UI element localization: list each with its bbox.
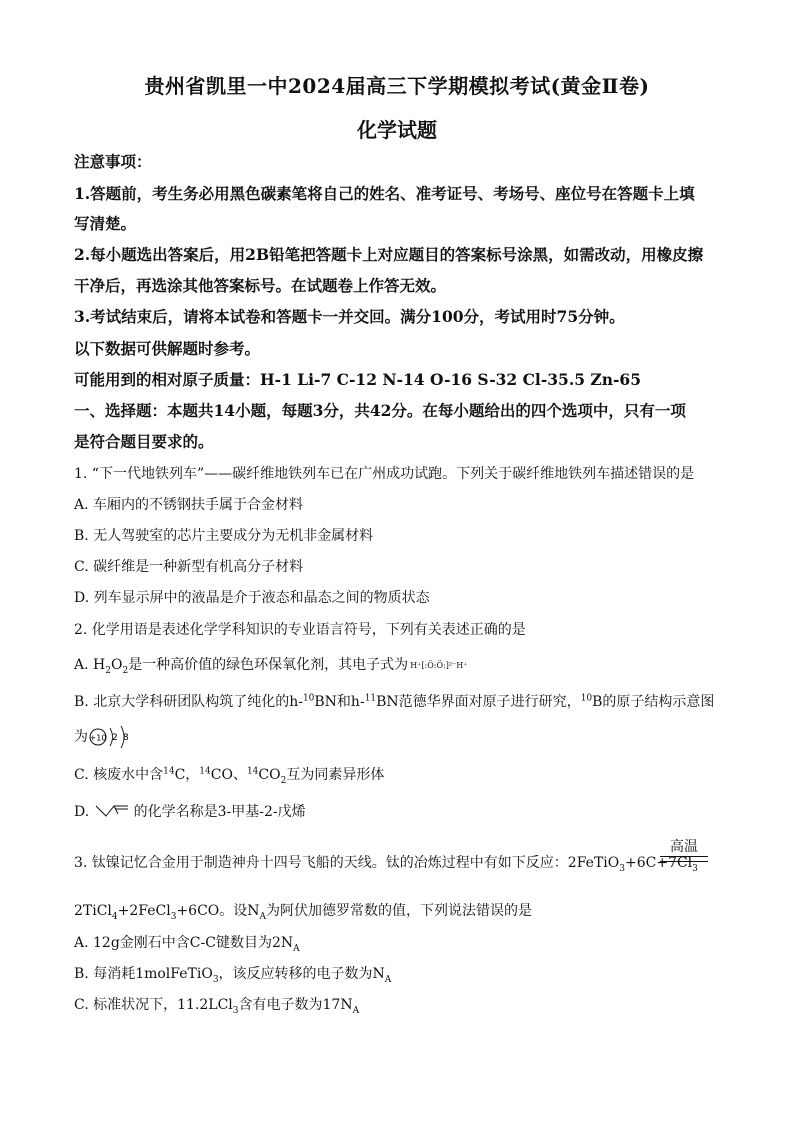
note-1-line-2: 写清楚。 [74,214,137,233]
q2-option-c: C. 核废水中含$^{14}$C，$^{14}$CO、$^{14}CO_2$互为同素异形体 [74,766,385,786]
q3-stem: 3. 钛镍记忆合金用于制造神舟十四号飞船的天线。钛的冶炼过程中有如下反应：$2FeTiO_3+6C+7Cl_3$ [74,855,698,874]
page-subtitle: 化学试题 [357,118,437,142]
skeletal-formula [94,800,130,824]
q2-option-d: D. 的化学名称是3-甲基-2-戊烯 [74,800,734,824]
section-1-line-2: 是符合题目要求的。 [74,432,214,451]
atomic-masses: 可能用到的相对原子质量：H-1 Li-7 C-12 N-14 O-16 S-32 Cl-35.5 Zn-65 [74,370,641,389]
q3-option-b: B. 每消耗1molFeTiO$_3$，该反应转移的电子数为$N_A$ [74,966,392,985]
notes-heading: 注意事项： [74,152,152,171]
reaction-equals-sign [660,856,708,862]
q2-option-b-line-2: 为 +10 2 8 [74,722,734,752]
note-2-line-2: 干净后，再选涂其他答案标号。在试题卷上作答无效。 [74,276,447,295]
shell-1-electrons: 2 [112,733,118,743]
nucleus-charge: +10 [89,733,107,743]
note-2-line-1: 2.每小题选出答案后，用2B铅笔把答题卡上对应题目的答案标号涂黑，如需改动，用橡皮擦 [74,245,704,264]
section-1-line-1: 一、选择题：本题共14小题，每题3分，共42分。在每小题给出的四个选项中，只有一项 [74,401,686,420]
note-1-line-1: 1.答题前，考生务必用黑色碳素笔将自己的姓名、准考证号、考场号、座位号在答题卡上填 [74,184,695,203]
q1-option-c: C. 碳纤维是一种新型有机高分子材料 [74,559,304,575]
atomic-structure-diagram [88,722,132,752]
q1-option-a: A. 车厢内的不锈钢扶手属于合金材料 [74,497,304,513]
q1-option-d: D. 列车显示屏中的液晶是介于液态和晶态之间的物质状态 [74,590,430,606]
q3-equation-products: 2TiCl$_4$+2FeCl$_3$+6CO。设$N_A$为阿伏加德罗常数的值，下列说法错误的是 [74,903,533,922]
q2-option-a: A. $H_2O_2$是一种高价值的绿色环保氧化剂，其电子式为 H⁺[:Ö:Ö:]²⁻H⁺ [74,657,468,676]
reference-note: 以下数据可供解题时参考。 [74,339,261,358]
note-3: 3.考试结束后，请将本试卷和答题卡一并交回。满分100分，考试用时75分钟。 [74,307,625,326]
electron-formula: H⁺[:Ö:Ö:]²⁻H⁺ [410,660,468,670]
q1-option-b: B. 无人驾驶室的芯片主要成分为无机非金属材料 [74,528,374,544]
q2-stem: 2. 化学用语是表述化学学科知识的专业语言符号，下列有关表述正确的是 [74,622,526,638]
shell-2-electrons: 8 [123,733,129,743]
page-title: 贵州省凯里一中2024届高三下学期模拟考试(黄金Ⅱ卷) [144,74,650,98]
q3-option-a: A. 12g金刚石中含C-C键数目为$2N_A$ [74,935,300,954]
reaction-condition: 高温 [670,839,698,855]
q2-option-b-line-1: B. 北京大学科研团队构筑了纯化的h-$^{10}$BN和h-$^{11}$BN范德华界面对原子进行研究，$^{10}$B的原子结构示意图 [74,693,715,710]
q3-option-c: C. 标准状况下，11.2LCl$_3$含有电子数为$17N_A$ [74,997,360,1016]
q1-stem: 1. “下一代地铁列车”——碳纤维地铁列车已在广州成功试跑。下列关于碳纤维地铁列车描述错误的是 [74,466,695,482]
